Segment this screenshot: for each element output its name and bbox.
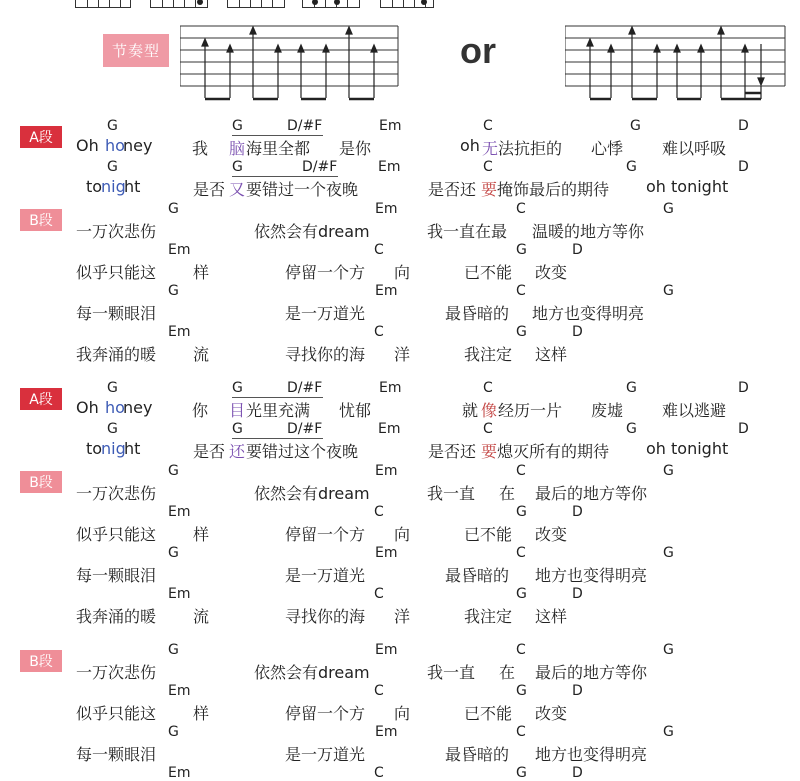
lyric-text: Oh	[76, 398, 99, 417]
chord-label: D	[572, 324, 583, 340]
lyric-text: oh	[460, 136, 480, 155]
lyric-text: 已不能	[464, 263, 513, 282]
chord-label: D/#F	[287, 118, 323, 134]
chord-label: D	[738, 159, 749, 175]
lyric-text: 法抗拒的	[498, 139, 563, 158]
lyric-text: 要错过这个夜晚	[246, 442, 359, 461]
chord-label: D	[572, 504, 583, 520]
chord-label: G	[168, 283, 179, 299]
lyric-text: ho	[105, 398, 125, 417]
lyric-text: 最昏暗的	[445, 566, 510, 585]
lyric-text: 停留一个方	[285, 525, 366, 544]
lyric-text: 我	[192, 139, 209, 158]
chord-label: G	[168, 724, 179, 740]
lyric-text: 最后的地方等你	[535, 663, 648, 682]
chord-label: G	[626, 159, 637, 175]
lyric-text: 一万次悲伤	[76, 663, 157, 682]
lyric-text: 光里充满	[246, 401, 311, 420]
lyric-text: 是一万道光	[285, 304, 366, 323]
chord-label: G	[663, 642, 674, 658]
lyric-text: to	[86, 439, 103, 458]
lyric-text: 掩饰最后的期待	[497, 180, 610, 199]
lyric-text: 似乎只能这	[76, 704, 157, 723]
lyric-text: 是否还	[428, 180, 477, 199]
chord-label: Em	[168, 504, 191, 520]
chord-label: C	[374, 586, 384, 602]
chord-label: D/#F	[302, 159, 338, 175]
chord-label: G	[516, 765, 527, 781]
chord-label: G	[626, 380, 637, 396]
lyric-text: 目	[229, 401, 246, 420]
chord-label: C	[374, 242, 384, 258]
lyric-text: 改变	[535, 263, 568, 282]
lyric-text: oh tonight	[646, 177, 729, 196]
lyric-text: 心悸	[591, 139, 624, 158]
lyric-text: nig	[101, 177, 126, 196]
lyric-text: 你	[192, 401, 209, 420]
section-tag: B段	[20, 650, 62, 672]
lyric-text: 地方也变得明亮	[532, 304, 645, 323]
lyric-text: 经历一片	[498, 401, 563, 420]
chord-label: G	[107, 421, 118, 437]
lyric-text: 改变	[535, 525, 568, 544]
chord-label: D/#F	[287, 421, 323, 437]
lyric-text: 样	[193, 263, 210, 282]
lyric-text: 我一直在最	[427, 222, 508, 241]
chord-label: Em	[375, 463, 398, 479]
chord-label: G	[232, 159, 243, 175]
lyric-text: 要	[481, 180, 498, 199]
chord-label: G	[107, 118, 118, 134]
lyric-text: to	[86, 177, 103, 196]
chord-label: Em	[168, 586, 191, 602]
section-tag: A段	[20, 126, 62, 148]
chord-label: D	[738, 421, 749, 437]
lyric-text: 又	[229, 180, 246, 199]
lyric-text: 熄灭所有的期待	[497, 442, 610, 461]
chord-label: Em	[375, 283, 398, 299]
chord-diagram	[302, 0, 360, 8]
lyric-text: 难以逃避	[662, 401, 727, 420]
lyric-text: 我奔涌的暖	[76, 345, 157, 364]
chord-label: C	[516, 463, 526, 479]
lyric-text: 地方也变得明亮	[535, 566, 648, 585]
chord-slur-line	[232, 176, 338, 177]
lyric-text: 依然会有dream	[254, 663, 370, 682]
chord-label: C	[516, 545, 526, 561]
lyric-text: 寻找你的海	[285, 345, 366, 364]
chord-slur-line	[232, 397, 323, 398]
lyric-text: 洋	[394, 345, 411, 364]
lyric-text: 停留一个方	[285, 704, 366, 723]
chord-diagram	[380, 0, 434, 8]
chord-label: Em	[168, 324, 191, 340]
or-separator: or	[460, 30, 496, 71]
chord-label: G	[516, 586, 527, 602]
lyric-text: 要错过一个夜晚	[246, 180, 359, 199]
chord-label: Em	[168, 683, 191, 699]
rhythm-pattern-label: 节奏型	[103, 34, 169, 67]
chord-label: Em	[379, 380, 402, 396]
lyric-text: ht	[124, 439, 141, 458]
lyric-text: 依然会有dream	[254, 484, 370, 503]
chord-label: D/#F	[287, 380, 323, 396]
lyric-text: nig	[101, 439, 126, 458]
lyric-text: 脑	[229, 139, 246, 158]
chord-label: G	[663, 283, 674, 299]
lyric-text: 向	[394, 525, 411, 544]
lyric-text: 依然会有dream	[254, 222, 370, 241]
lyric-text: 一万次悲伤	[76, 484, 157, 503]
lyric-text: 样	[193, 525, 210, 544]
lyric-text: 温暖的地方等你	[532, 222, 645, 241]
chord-label: G	[663, 545, 674, 561]
lyric-text: 是否还	[428, 442, 477, 461]
chord-diagram-strip	[0, 0, 800, 14]
chord-label: G	[107, 159, 118, 175]
chord-label: G	[232, 380, 243, 396]
lyric-text: 最昏暗的	[445, 304, 510, 323]
chord-label: Em	[378, 421, 401, 437]
lyric-text: 我注定	[464, 607, 513, 626]
lyric-text: 是一万道光	[285, 745, 366, 764]
lyric-text: 最昏暗的	[445, 745, 510, 764]
chord-label: D	[572, 683, 583, 699]
chord-label: G	[107, 380, 118, 396]
chord-label: Em	[379, 118, 402, 134]
chord-label: G	[232, 118, 243, 134]
lyric-text: 改变	[535, 704, 568, 723]
chord-label: Em	[378, 159, 401, 175]
lyric-text: Oh	[76, 136, 99, 155]
lyric-text: 我一直	[427, 663, 476, 682]
chord-label: G	[168, 463, 179, 479]
lyric-text: 似乎只能这	[76, 525, 157, 544]
lyric-text: 似乎只能这	[76, 263, 157, 282]
chord-label: D	[572, 586, 583, 602]
chord-label: G	[663, 463, 674, 479]
lyric-text: 流	[193, 345, 210, 364]
chord-label: C	[483, 421, 493, 437]
section-tag: A段	[20, 388, 62, 410]
lyric-text: 这样	[535, 607, 568, 626]
chord-label: G	[168, 201, 179, 217]
chord-label: D	[738, 118, 749, 134]
lyric-text: 样	[193, 704, 210, 723]
lyric-text: 是否	[193, 442, 226, 461]
lyric-text: 在	[499, 484, 516, 503]
lyric-text: 已不能	[464, 704, 513, 723]
chord-label: C	[374, 765, 384, 781]
chord-label: G	[168, 545, 179, 561]
chord-slur-line	[232, 135, 323, 136]
chord-label: D	[572, 765, 583, 781]
chord-label: G	[663, 201, 674, 217]
chord-label: C	[516, 201, 526, 217]
chord-label: C	[483, 118, 493, 134]
lyric-text: 是否	[193, 180, 226, 199]
lyric-text: ney	[123, 136, 153, 155]
lyric-text: 每一颗眼泪	[76, 304, 157, 323]
chord-label: G	[168, 642, 179, 658]
lyric-text: 一万次悲伤	[76, 222, 157, 241]
chord-label: C	[483, 159, 493, 175]
section-tag: B段	[20, 471, 62, 493]
lyric-text: 向	[394, 704, 411, 723]
lyric-text: ho	[105, 136, 125, 155]
lyric-text: 停留一个方	[285, 263, 366, 282]
lyric-text: 已不能	[464, 525, 513, 544]
lyric-text: 每一颗眼泪	[76, 566, 157, 585]
chord-label: C	[374, 504, 384, 520]
lyric-text: 还	[229, 442, 246, 461]
lyric-text: 无	[482, 139, 499, 158]
chord-label: Em	[375, 724, 398, 740]
chord-label: C	[374, 324, 384, 340]
chord-slur-line	[232, 438, 323, 439]
chord-label: G	[516, 242, 527, 258]
chord-label: Em	[375, 642, 398, 658]
lyric-text: 在	[499, 663, 516, 682]
lyric-text: 海里全都	[246, 139, 311, 158]
lyric-text: 洋	[394, 607, 411, 626]
chord-label: C	[483, 380, 493, 396]
lyric-text: 这样	[535, 345, 568, 364]
chord-label: C	[516, 724, 526, 740]
lyric-text: 每一颗眼泪	[76, 745, 157, 764]
lyric-text: oh tonight	[646, 439, 729, 458]
chord-label: C	[516, 642, 526, 658]
lyric-text: ht	[124, 177, 141, 196]
lyric-text: 要	[481, 442, 498, 461]
lyric-text: 我一直	[427, 484, 476, 503]
lyric-text: 就	[462, 401, 479, 420]
lyric-text: 流	[193, 607, 210, 626]
lyric-text: 我注定	[464, 345, 513, 364]
chord-label: Em	[168, 765, 191, 781]
chord-label: Em	[375, 545, 398, 561]
lyric-text: 寻找你的海	[285, 607, 366, 626]
lyric-text: 是你	[339, 139, 372, 158]
chord-label: D	[572, 242, 583, 258]
lyric-text: 最后的地方等你	[535, 484, 648, 503]
lyric-text: 地方也变得明亮	[535, 745, 648, 764]
chord-label: G	[630, 118, 641, 134]
chord-label: Em	[168, 242, 191, 258]
lyric-text: ney	[123, 398, 153, 417]
lyric-text: 是一万道光	[285, 566, 366, 585]
lyric-text: 像	[481, 401, 498, 420]
lyric-text: 我奔涌的暖	[76, 607, 157, 626]
chord-label: G	[663, 724, 674, 740]
chord-label: G	[516, 504, 527, 520]
lyric-text: 难以呼吸	[662, 139, 727, 158]
lyric-text: 忧郁	[339, 401, 372, 420]
chord-label: G	[232, 421, 243, 437]
chord-label: G	[626, 421, 637, 437]
rhythm-staff-2	[565, 22, 790, 104]
chord-diagram	[150, 0, 208, 8]
chord-diagram	[75, 0, 131, 8]
chord-label: G	[516, 683, 527, 699]
section-tag: B段	[20, 209, 62, 231]
chord-label: D	[738, 380, 749, 396]
chord-label: Em	[375, 201, 398, 217]
lyric-text: 向	[394, 263, 411, 282]
rhythm-staff-1	[180, 22, 400, 104]
chord-label: C	[516, 283, 526, 299]
chord-label: G	[516, 324, 527, 340]
chord-diagram	[227, 0, 285, 8]
chord-label: C	[374, 683, 384, 699]
lyric-text: 废墟	[591, 401, 624, 420]
